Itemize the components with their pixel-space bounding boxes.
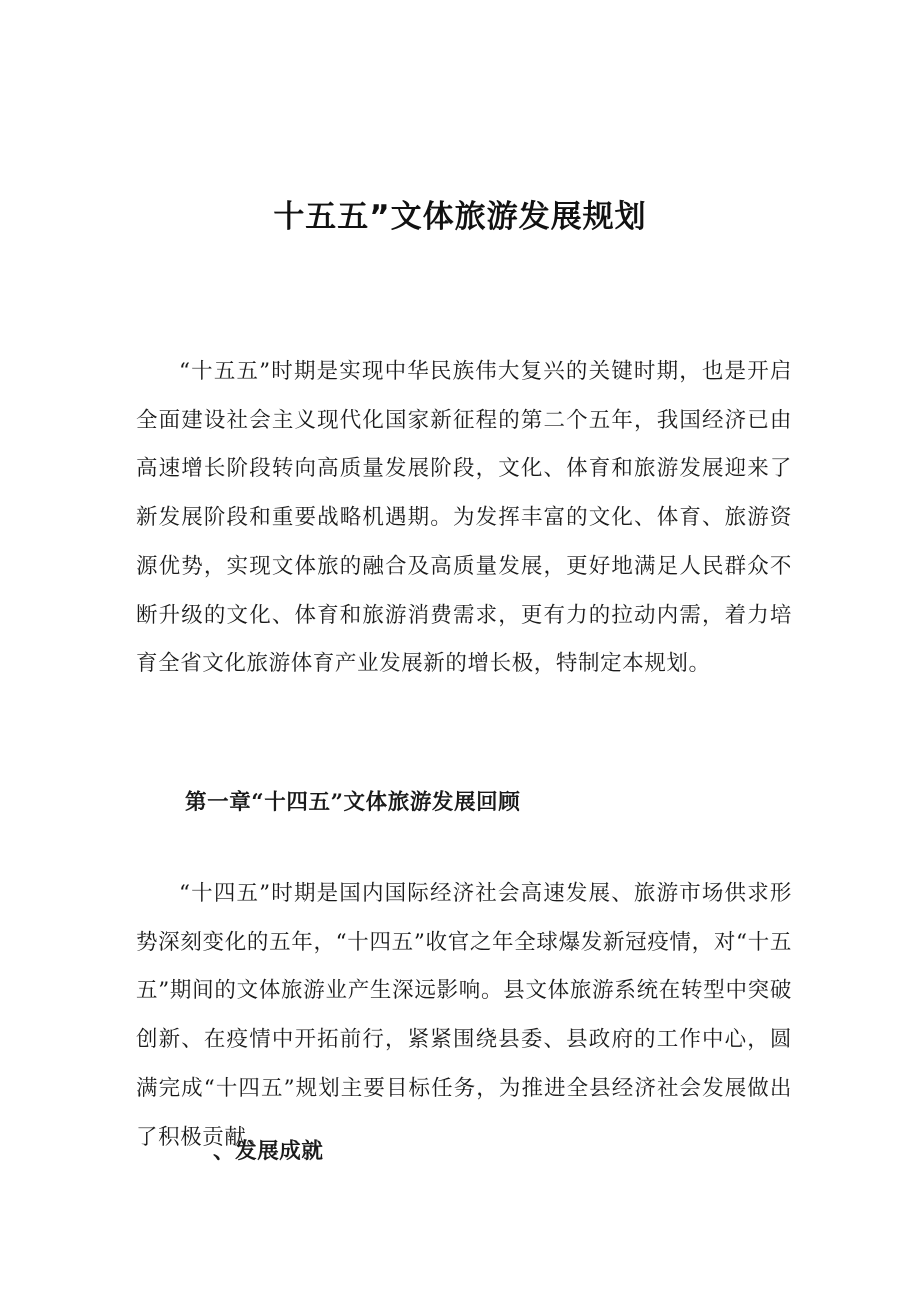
- section-heading: 、发展成就: [213, 1139, 324, 1164]
- chapter-paragraph: “十四五”时期是国内国际经济社会高速发展、旅游市场供求形势深刻变化的五年，“十四五”收官之年全球爆发新冠疫情，对“十五五”期间的文体旅游业产生深远影响。县文体旅游系统在转型中突破创新、在疫情中开拓前行，紧紧围绕县委、县政府的工作中心，圆满完成“十四五”规划主要目标任务，为推进全县经济社会发展做出了积极贡献。: [136, 881, 792, 1150]
- document-title: 十五五”文体旅游发展规划: [273, 198, 647, 235]
- chapter-heading: 第一章“十四五”文体旅游发展回顾: [185, 790, 521, 815]
- intro-paragraph: “十五五”时期是实现中华民族伟大复兴的关键时期，也是开启全面建设社会主义现代化国家新征程的第二个五年，我国经济已由高速增长阶段转向高质量发展阶段，文化、体育和旅游发展迎来了新发展阶段和重要战略机遇期。为发挥丰富的文化、体育、旅游资源优势，实现文体旅的融合及高质量发展，更好地满足人民群众不断升级的文化、体育和旅游消费需求，更有力的拉动内需，着力培育全省文化旅游体育产业发展新的增长极，特制定本规划。: [136, 359, 792, 677]
